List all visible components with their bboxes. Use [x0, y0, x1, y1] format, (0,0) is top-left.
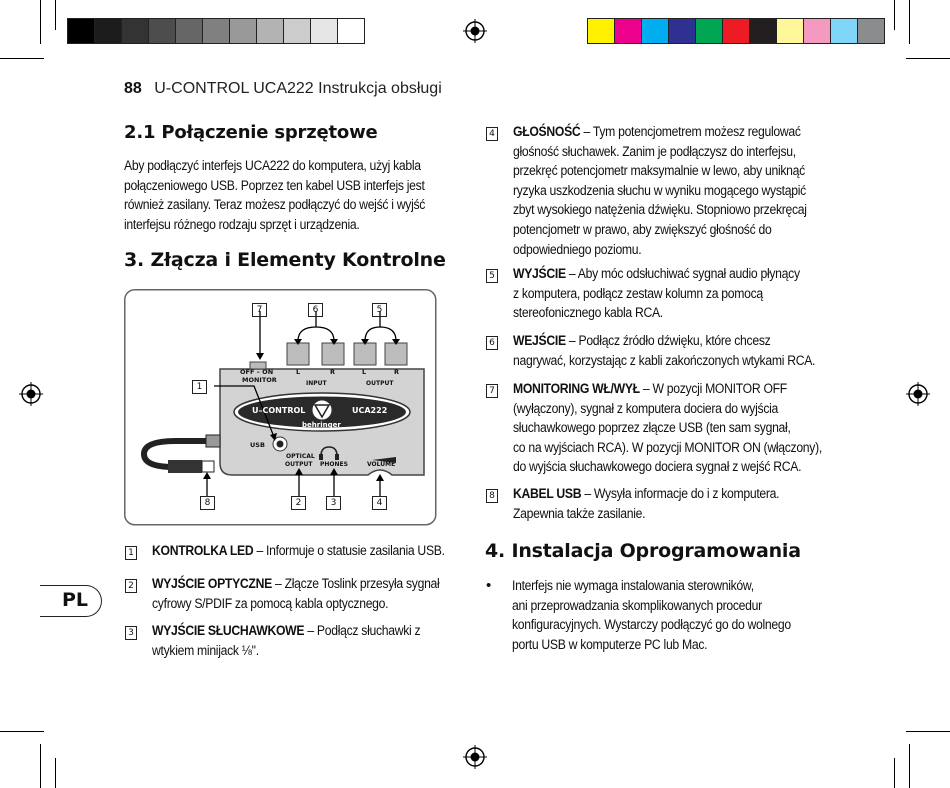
callout-5: 5	[372, 303, 387, 317]
item-number: 6	[486, 336, 498, 350]
item-line	[152, 542, 487, 562]
item-line	[513, 162, 848, 182]
item-line	[513, 439, 848, 459]
callout-3: 3	[326, 496, 341, 510]
color-swatch	[121, 18, 149, 44]
phones-label: PHONES	[320, 461, 348, 468]
input-r-label: R	[330, 368, 336, 376]
language-label: PL	[62, 589, 89, 611]
item-line	[513, 182, 848, 202]
bullet: •	[486, 577, 492, 594]
item-text: słuchawkowego poprzez złącze USB (ten sam sygnał,	[513, 420, 791, 437]
color-swatch	[229, 18, 257, 44]
item-text: wtykiem minijack ⅛".	[152, 642, 259, 659]
color-swatch	[803, 18, 831, 44]
item-text: co na wyjściach RCA). W pozycji MONITOR ON (włączony),	[513, 439, 822, 456]
output-r-label: R	[394, 368, 400, 376]
section-heading-2-1: 2.1 Połączenie sprzętowe	[124, 122, 378, 143]
item-number: 8	[486, 489, 498, 503]
item-line	[513, 458, 848, 478]
text-line: portu USB w komputerze PC lub Mac.	[512, 636, 708, 653]
item-text: Zapewnia także zasilanie.	[513, 505, 646, 522]
section-heading-4: 4. Instalacja Oprogramowania	[485, 540, 801, 562]
item-line	[513, 332, 848, 352]
behringer-logo: behringer	[302, 421, 341, 429]
item-text: ryzyka uszkodzenia słuchu w wyniku mogącego wystąpić	[513, 182, 806, 199]
text-line: również zasilany. Teraz możesz podłączyć do wejść i wyjść	[124, 197, 426, 214]
registration-mark-icon	[463, 745, 487, 769]
item-line	[513, 201, 848, 221]
color-swatch	[749, 18, 777, 44]
text-line: interfejsu różnego rodzaju sprzęt i urządzenia.	[124, 216, 360, 233]
page-header	[124, 80, 442, 98]
callout-8: 8	[200, 496, 215, 510]
item-text: – W pozycji MONITOR OFF	[639, 381, 787, 397]
item-text: (wyłączony), sygnał z komputera dociera do wyjścia	[513, 400, 779, 417]
item-text: – Podłącz źródło dźwięku, które chcesz	[565, 333, 771, 349]
item-line	[513, 285, 848, 305]
item-text: zbyt wysokiego natężenia dźwięku. Stopniowo przekręcaj	[513, 202, 807, 219]
item-text: – Tym potencjometrem możesz regulować	[580, 124, 801, 140]
callout-2: 2	[291, 496, 306, 510]
optical-label-2: OUTPUT	[285, 461, 313, 468]
color-swatch	[776, 18, 804, 44]
item-line	[513, 352, 848, 372]
color-swatch	[283, 18, 311, 44]
item-text: stereofonicznego kabla RCA.	[513, 305, 663, 322]
color-swatch	[641, 18, 669, 44]
item-line	[152, 622, 487, 642]
item-line	[513, 143, 848, 163]
color-swatch	[202, 18, 230, 44]
callout-1: 1	[192, 380, 207, 394]
registration-mark-icon	[19, 382, 43, 406]
item-text: z komputera, podłącz zestaw kolumn za pomocą	[513, 285, 763, 302]
registration-mark-icon	[906, 382, 930, 406]
item-number: 4	[486, 127, 498, 141]
section-2-1-body	[124, 157, 484, 235]
color-swatch	[310, 18, 338, 44]
color-swatch	[587, 18, 615, 44]
item-line	[513, 123, 848, 143]
callout-4: 4	[372, 496, 387, 510]
item-term: KONTROLKA LED	[152, 543, 254, 559]
text-line: konfiguracyjnych. Wystarczy podłączyć go do wolnego	[512, 617, 791, 634]
item-term: GŁOŚNOŚĆ	[513, 124, 581, 140]
item-text: – Informuje o statusie zasilania USB.	[253, 543, 445, 559]
section-4-body	[512, 577, 892, 655]
optical-label-1: OPTICAL	[286, 453, 315, 460]
document-title: U-CONTROL UCA222 Instrukcja obsługi	[154, 80, 442, 97]
item-term: WEJŚCIE	[513, 333, 566, 349]
color-swatch	[148, 18, 176, 44]
item-number: 5	[486, 269, 498, 283]
volume-label: VOLUME	[367, 461, 396, 468]
text-line: połączeniowego USB. Poprzez ten kabel USB interfejs jest	[124, 177, 425, 194]
item-text: przekręć potencjometr maksymalnie w lewo, aby uniknąć	[513, 163, 805, 180]
output-l-label: L	[362, 368, 367, 376]
input-l-label: L	[296, 368, 301, 376]
item-line	[513, 505, 848, 525]
item-line	[152, 595, 487, 615]
item-term: WYJŚCIE OPTYCZNE	[152, 576, 272, 592]
item-text: nagrywać, korzystając z kabli zakończonych wtykami RCA.	[513, 352, 816, 369]
item-line	[513, 241, 848, 261]
item-line	[513, 485, 848, 505]
item-text: – Aby móc odsłuchiwać sygnał audio płynący	[565, 266, 800, 282]
item-line	[513, 221, 848, 241]
usb-led-label: USB	[250, 441, 265, 449]
item-term: WYJŚCIE	[513, 266, 566, 282]
color-swatch	[256, 18, 284, 44]
color-swatch	[67, 18, 95, 44]
brand-right-label: UCA222	[352, 406, 388, 415]
diagram-labels	[124, 289, 438, 527]
registration-mark-icon	[463, 19, 487, 43]
color-swatch	[337, 18, 365, 44]
page-number: 88	[124, 80, 142, 97]
item-number: 1	[125, 546, 137, 560]
callout-6: 6	[308, 303, 323, 317]
text-line: ani przeprowadzania skomplikowanych procedur	[512, 597, 762, 614]
item-line	[513, 400, 848, 420]
color-swatch	[830, 18, 858, 44]
callout-7: 7	[252, 303, 267, 317]
item-text: do wyjścia słuchawkowego dociera sygnał z wejść RCA.	[513, 459, 802, 476]
item-text: – Podłącz słuchawki z	[304, 623, 421, 639]
item-number: 2	[125, 579, 137, 593]
color-swatch	[722, 18, 750, 44]
color-swatch	[614, 18, 642, 44]
item-text: głośność słuchawek. Zanim je podłączysz do interfejsu,	[513, 143, 796, 160]
item-number: 7	[486, 384, 498, 398]
item-text: odpowiedniego poziomu.	[513, 241, 642, 258]
item-line	[513, 304, 848, 324]
item-text: potencjometr w prawo, aby zwiększyć głośność do	[513, 221, 772, 238]
item-line	[513, 265, 848, 285]
section-heading-3: 3. Złącza i Elementy Kontrolne	[124, 249, 446, 271]
text-line: Aby podłączyć interfejs UCA222 do komputera, użyj kabla	[124, 158, 421, 174]
color-swatch	[94, 18, 122, 44]
item-number: 3	[125, 626, 137, 640]
color-swatch	[175, 18, 203, 44]
monitor-label: MONITOR	[242, 376, 277, 384]
color-swatch	[857, 18, 885, 44]
output-label: OUTPUT	[366, 380, 394, 387]
brand-left-label: U–CONTROL	[252, 406, 306, 415]
item-term: WYJŚCIE SŁUCHAWKOWE	[152, 623, 305, 639]
item-line	[513, 380, 848, 400]
item-text: – Wysyła informacje do i z komputera.	[581, 486, 780, 502]
switch-label: OFF – ON	[240, 368, 274, 376]
item-term: KABEL USB	[513, 486, 582, 502]
input-label: INPUT	[306, 380, 327, 387]
color-swatch	[668, 18, 696, 44]
text-line: Interfejs nie wymaga instalowania sterowników,	[512, 578, 754, 594]
item-line	[152, 575, 487, 595]
item-term: MONITORING WŁ/WYŁ	[513, 381, 640, 397]
item-line	[513, 419, 848, 439]
color-swatch	[695, 18, 723, 44]
item-text: cyfrowy S/PDIF za pomocą kabla optycznego.	[152, 595, 389, 612]
item-text: – Złącze Toslink przesyła sygnał	[271, 576, 440, 592]
item-line	[152, 642, 487, 662]
